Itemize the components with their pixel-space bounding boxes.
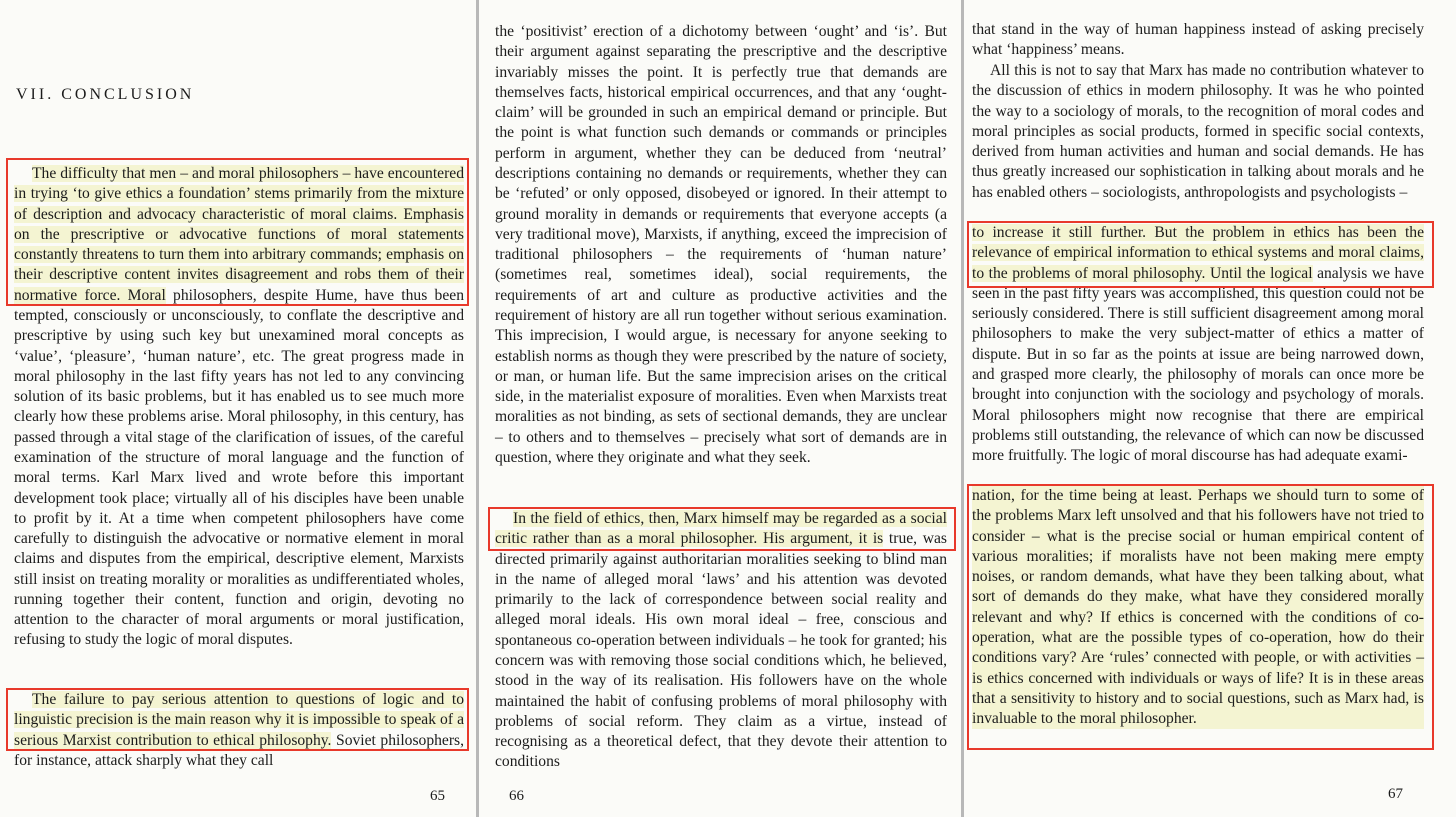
paragraph-text: the ‘positivist’ erection of a dichotomy between ‘ought’ and ‘is’. But their argument against separating the prescriptive and the descriptive invariably misses the point. It is perfectly true that demands are themselves facts, historical empirical occurrences, and that any ‘ought-claim’ will be grounded in such an empirical demand or principle. But the point is what function such demands or commands or principles perform in argument, whether they can be deduced from ‘neutral’ descriptions containing no demands or requirements, whether they can be ‘refuted’ or only opposed, disobeyed or ignored. In their attempt to ground morality in demands or requirements that everyone accepts (a very traditional move), Marxists, if anything, exceed the imprecision of traditional philosophers – the requirements of ‘human nature’ (sometimes real, sometimes ideal), social requirements, the requirements of art and culture as productive activities and the requirement of history are all run together without serious examination. This imprecision, I would argue, is necessary for anyone seeking to establish norms as though they were prescribed by the nature of society, or man, or human life. But the same imprecision arises on the critical side, in the materialist exposure of moralities. Even when Marxists treat moralities as not binding, as sets of sectional demands, they are unclear – to others and to themselves – precisely what sort of demands are in question, where they originate and what they seek. [495,23,947,466]
page-number: 65 [430,788,445,804]
paragraph-text: that stand in the way of human happiness instead of asking precisely what ‘happiness’ means. [972,21,1424,59]
highlighted-passage-1: The difficulty that men – and moral philosophers – have encountered in trying ‘to give ethics a foundation’ stems primarily from the mixture of description and advocacy characteristic of moral claims. Emphasis on the prescriptive or advocative functions of moral statements constantly threatens to turn them into arbitrary commands; emphasis on their descriptive content invites disagreement and robs them of their normative force. Moral [14,165,464,304]
page-65 [0,0,476,817]
paragraph-unsolved-problems [972,486,1424,729]
page-number: 67 [1388,786,1403,802]
section-heading: VII. CONCLUSION [16,86,195,103]
highlighted-passage-2: The failure to pay serious attention to questions of logic and to linguistic precision is the main reason why it is impossible to speak of a serious Marxist contribution to ethical philosophy. [14,691,464,749]
page-number: 66 [509,788,524,804]
paragraph-continuation: true, was directed primarily against authoritarian moralities seeking to blind man in the name of alleged moral ‘laws’ and his attention was devoted primarily to the lack of correspondence between social reality and alleged moral ideals. His own moral ideal – free, conscious and spontaneous co-operation between individuals – he took for granted; his concern was with removing those social conditions which, he believed, stood in the way of its realisation. His followers have on the whole maintained the habit of confusing problems of moral philosophy with problems of social reform. They claim as a virtue, instead of recognising as a theoretical defect, that they devote their attention to conditions [495,530,947,771]
paragraph-contribution [972,61,1424,203]
paragraph-continuation: philosophers, despite Hume, have thus been tempted, consciously or unconsciously, to conflate the descriptive and prescriptive by using such key but unexamined moral concepts as ‘value’, ‘pleasure’, ‘human nature’, etc. The great progress made in moral philosophy in the last fifty years has not led to any convincing solution of its basic problems, but it has enabled us to see much more clearly how these problems arise. Moral philosophy, in this century, has passed through a vital stage of the clarification of issues, of the careful examination of the structure of moral language and the function of moral terms. Karl Marx lived and wrote before this important development took place; virtually all of his disciples have been unable to profit by it. At a time when competent philosophers have come carefully to distinguish the advocative or normative element in moral claims and disputes from the empirical, descriptive element, Marxists still insist on treating morality or moralities as undifferentiated wholes, running together their content, function and origin, devoting no attention to the character of moral arguments or moral justification, refusing to study the logic of moral disputes. [14,286,464,649]
highlighted-passage-5: nation, for the time being at least. Perhaps we should turn to some of the problems Marx left unsolved and that his followers have not tried to consider – what is the precise social or human empirical content of various moralities; if moralists have not been making mere empty noises, or random demands, what have they been talking about, what sort of demands do they make, what have they considered morally relevant and why? If ethics is concerned with the conditions of co-operation, what are the possible types of co-operation, how do their conditions vary? Are ‘rules’ connected with people, or with activities – is ethics concerned with individuals or ways of life? It is in these areas that a sensitivity to history and to social questions, such as Marx had, is invaluable to the moral philosopher. [972,486,1424,729]
paragraph-difficulty [14,164,464,651]
highlighted-passage-4: to increase it still further. But the problem in ethics has been the relevance of empirical information to ethical systems and moral claims, to the problems of moral philosophy. Until the logical [972,224,1424,282]
highlighted-passage-3: In the field of ethics, then, Marx himself may be regarded as a social critic rather than as a moral philosopher. His argument, it is [495,510,947,548]
page-67 [964,0,1456,817]
paragraph-contribution-cont [972,223,1424,466]
paragraph-happiness [972,20,1424,61]
paragraph-failure [14,690,464,771]
page-66 [479,0,961,817]
paragraph-continuation: Soviet philosophers, for instance, attack sharply what they call [14,731,464,769]
paragraph-continuation: analysis we have seen in the past fifty years was accomplished, this question could not be seriously considered. There is still sufficient disagreement among moral philosophers to make the very subject-matter of ethics a matter of dispute. But in so far as the points at issue are being narrowed down, and grasped more clearly, the philosophy of morals can once more be brought into conjunction with the sociology and psychology of morals. Moral philosophers might now recognise that there are empirical problems still outstanding, the relevance of which can now be discussed more fruitfully. The logic of moral discourse has had adequate exami- [972,264,1424,465]
paragraph-text: All this is not to say that Marx has made no contribution whatever to the discussion of ethics in modern philosophy. It was he who pointed the way to a sociology of morals, to the recognition of moral codes and moral principles as social products, formed in specific social contexts, derived from human activities and human and social demands. He has thus greatly increased our sophistication in talking about morals and he has enabled others – sociologists, anthropologists and psychologists – [972,62,1424,201]
paragraph-field-of-ethics [495,509,947,773]
paragraph-positivist [495,22,947,468]
